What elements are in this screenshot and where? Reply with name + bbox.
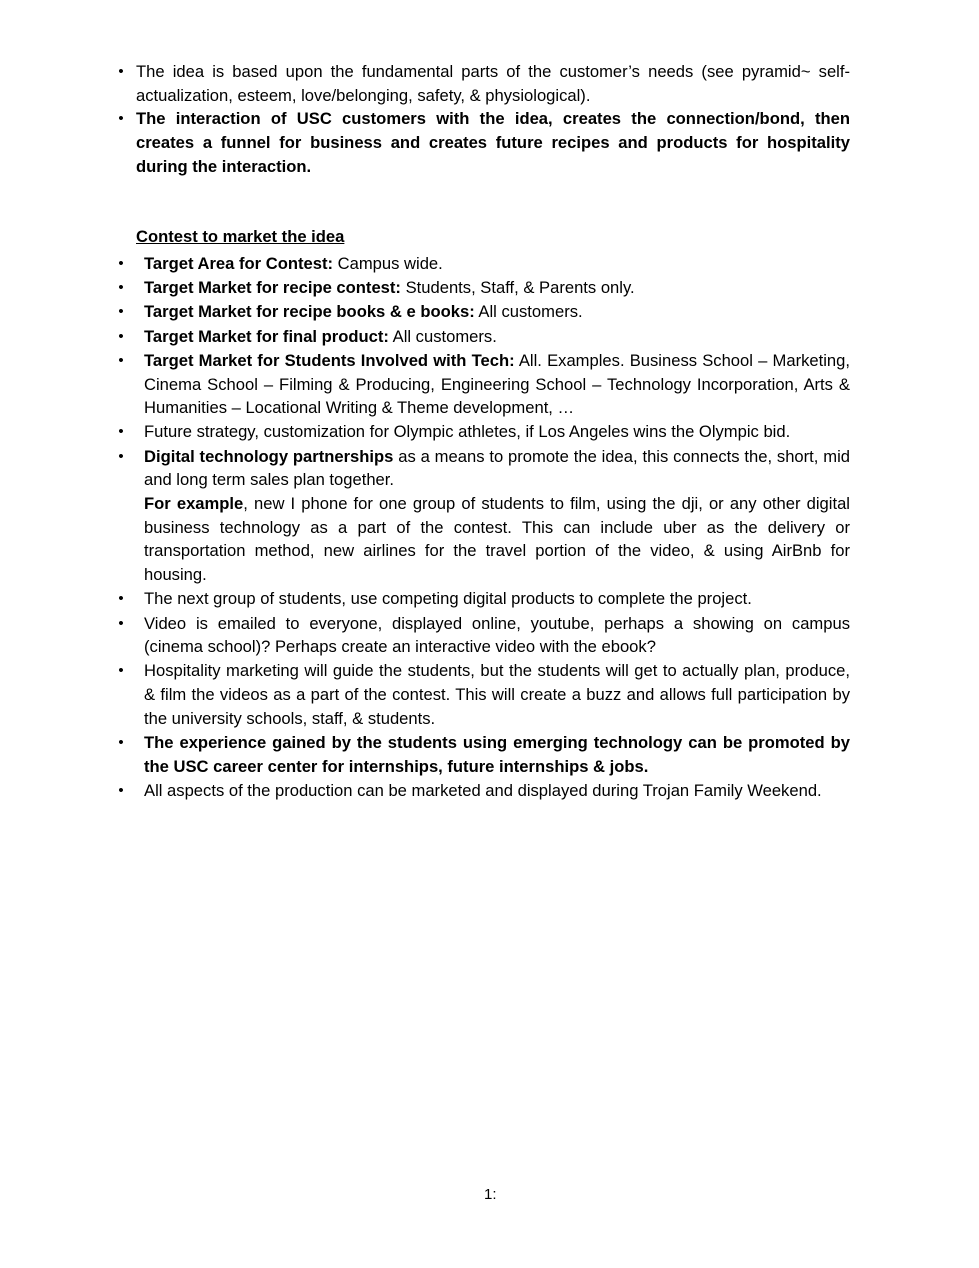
bullet-text: Students, Staff, & Parents only. [400,278,635,298]
bullet-text: The idea is based upon the fundamental parts of the customer’s needs (see pyramid~ self-actualization, esteem, love/belonging, safety, & physiological). [136,62,850,105]
list-item [114,587,850,611]
bullet-text: All customers. [474,302,583,322]
list-item [114,779,850,803]
bullet-text: The next group of students, use competing digital products to complete the project. [144,589,752,609]
list-item [114,731,850,778]
list-item [114,107,850,178]
bullet-lead: Target Market for final product: [144,326,389,346]
section-heading: Contest to market the idea [136,227,345,246]
bullet-icon: • [118,614,124,632]
bullet-icon: • [118,63,124,80]
bullet-text: Campus wide. [333,254,443,273]
example-lead: For example [144,494,244,514]
bullet-text: Video is emailed to everyone, displayed online, youtube, perhaps a showing on campus (cinema school)? Perhaps create an interactive video with the ebook? [144,613,850,657]
bullet-text: as a means to promote the idea, this connects the, short, mid and long term sales plan together. [144,446,850,490]
bullet-icon: • [118,351,124,369]
example-text: , new I phone for one group of students to film, using the dji, or any other digital business technology as a part of the contest. This can include uber as the delivery or transportation method, new airlines for the travel portion of the video, & using AirBnb for housing. [144,494,850,585]
list-item [114,420,850,444]
bullet-icon: • [118,781,124,799]
bullet-icon: • [118,662,124,680]
bullet-text: Future strategy, customization for Olympic athletes, if Los Angeles wins the Olympic bid. [144,422,791,442]
bullet-lead: Target Market for recipe contest: [144,278,401,298]
bullet-icon: • [118,110,124,128]
list-item [114,445,850,587]
bullet-icon: • [118,590,124,608]
bullet-text: Hospitality marketing will guide the students, but the students will get to actually plan, produce, & film the videos as a part of the contest. This will create a buzz and allows full participation by the university schools, staff, & students. [144,661,850,728]
bullet-icon: • [118,447,124,465]
bullet-icon: • [118,255,124,272]
contest-bullet-list [114,252,850,803]
bullet-icon: • [118,327,124,345]
list-item [114,612,850,659]
intro-bullet-list [114,60,850,179]
example-paragraph [144,492,850,587]
list-item [114,252,850,276]
list-item [114,325,850,349]
list-item [114,276,850,300]
bullet-icon: • [118,734,124,752]
page-number: 1: [484,1186,497,1203]
list-item [114,60,850,107]
bullet-lead: Target Market for recipe books & e books: [144,302,475,322]
list-item [114,659,850,730]
bullet-lead: Digital technology partnerships [144,446,394,466]
bullet-text: All customers. [388,326,497,346]
bullet-lead: Target Market for Students Involved with Tech: [144,350,515,370]
list-item [114,300,850,324]
bullet-text: All. Examples. Business School – Marketing, Cinema School – Filming & Producing, Engineering School – Technology Incorporation, Arts & Humanities – Locational Writing & Theme development, … [144,350,850,418]
bullet-text: The interaction of USC customers with the idea, creates the connection/bond, then creates a funnel for business and creates future recipes and products for hospitality during the interaction. [136,109,850,176]
bullet-icon: • [118,279,124,297]
bullet-icon: • [118,303,124,321]
bullet-text: All aspects of the production can be marketed and displayed during Trojan Family Weekend. [144,780,822,800]
list-item [114,349,850,420]
bullet-icon: • [118,423,124,441]
bullet-lead: The experience gained by the students using emerging technology can be promoted by the USC career center for internships, future internships & jobs. [144,733,850,776]
bullet-lead: Target Area for Contest: [144,254,334,273]
